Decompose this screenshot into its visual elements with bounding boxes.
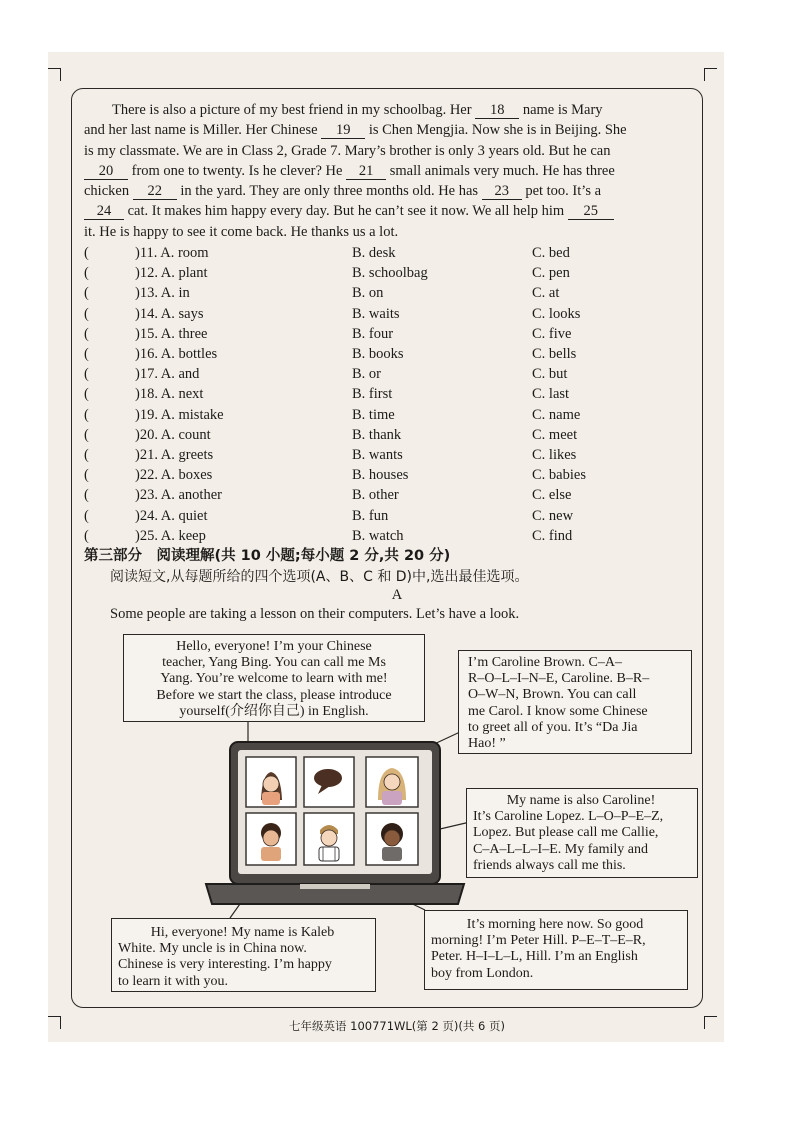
option-c: C. looks xyxy=(532,305,581,322)
option-c: C. last xyxy=(532,386,570,403)
peter-speech-box: It’s morning here now. So good morning! I’m Peter Hill. P–E–T–E–R, Peter. H–I–L–L, Hill. I’m an English boy from London. xyxy=(424,910,688,990)
option-b: B. other xyxy=(352,487,399,504)
answer-blank[interactable]: 18 xyxy=(475,102,519,119)
kaleb-speech-box: Hi, everyone! My name is Kaleb White. My uncle is in China now. Chinese is very interesting. I’m happy to learn it with you. xyxy=(111,918,376,992)
option-c: C. new xyxy=(532,507,574,524)
passage-line: There is also a picture of my best friend in my schoolbag. Her 18 name is Mary xyxy=(112,102,603,118)
option-b: B. thank xyxy=(352,426,402,443)
answer-bracket[interactable]: ( xyxy=(84,406,89,423)
answer-bracket[interactable]: ( xyxy=(84,305,89,322)
answer-bracket[interactable]: ( xyxy=(84,487,89,504)
option-c: C. but xyxy=(532,366,568,383)
passage-label: A xyxy=(391,587,403,603)
answer-blank[interactable]: 23 xyxy=(482,183,522,200)
answer-bracket[interactable]: ( xyxy=(84,285,89,302)
option-a: )21. A. greets xyxy=(135,447,214,463)
answer-blank[interactable]: 20 xyxy=(84,163,128,180)
section-heading: 第三部分 阅读理解(共 10 小题;每小题 2 分,共 20 分) xyxy=(84,548,451,564)
answer-bracket[interactable]: ( xyxy=(84,507,89,524)
option-c: C. babies xyxy=(532,467,586,484)
answer-bracket[interactable]: ( xyxy=(84,366,89,383)
answer-bracket[interactable]: ( xyxy=(84,467,89,484)
option-c: C. meet xyxy=(532,426,578,443)
passage-line: and her last name is Miller. Her Chinese 19 is Chen Mengjia. Now she is in Beijing. She xyxy=(84,122,627,139)
option-a: )19. A. mistake xyxy=(135,406,224,423)
teacher-speech-box: Hello, everyone! I’m your Chinese teacher, Yang Bing. You can call me Ms Yang. You’re welcome to learn with me! Before we start the class, please introduce yourself(介绍你自己) in English. xyxy=(123,634,425,722)
option-a: )18. A. next xyxy=(135,386,204,403)
option-b: B. houses xyxy=(352,467,409,484)
answer-blank[interactable]: 21 xyxy=(346,163,386,180)
passage-line: chicken 22 in the yard. They are only three months old. He has 23 pet too. It’s a xyxy=(84,183,602,200)
option-b: B. watch xyxy=(352,527,404,544)
laptop-trackpad xyxy=(300,884,370,889)
option-b: B. on xyxy=(352,285,384,302)
option-c: C. at xyxy=(532,285,560,302)
caroline-lopez-speech-box: My name is also Caroline! It’s Caroline Lopez. L–O–P–E–Z, Lopez. But please call me Callie, C–A–L–L–I–E. My family and friends always call me this. xyxy=(466,788,698,878)
option-b: B. waits xyxy=(352,305,400,322)
option-a: )25. A. keep xyxy=(135,527,206,544)
option-a: )22. A. boxes xyxy=(135,467,213,484)
caroline-brown-speech-box: I’m Caroline Brown. C–A– R–O–L–I–N–E, Caroline. B–R– O–W–N, Brown. You can call me Carol. I know some Chinese to greet all of you. It’s “Da Jia Hao! ” xyxy=(458,650,692,754)
option-a: )13. A. in xyxy=(135,285,190,302)
option-c: C. bed xyxy=(532,245,570,261)
option-c: C. bells xyxy=(532,346,577,362)
page-footer: 七年级英语 100771WL(第 2 页)(共 6 页) xyxy=(288,1019,506,1033)
answer-blank[interactable]: 25 xyxy=(568,203,614,220)
option-b: B. desk xyxy=(352,245,396,261)
option-b: B. or xyxy=(352,366,381,383)
option-b: B. first xyxy=(352,386,393,403)
answer-bracket[interactable]: ( xyxy=(84,346,89,362)
kaleb-avatar-icon xyxy=(261,823,281,861)
answer-bracket[interactable]: ( xyxy=(84,265,89,282)
option-a: )24. A. quiet xyxy=(135,507,208,524)
option-c: C. find xyxy=(532,527,573,544)
option-c: C. else xyxy=(532,487,572,504)
option-b: B. wants xyxy=(352,447,403,463)
option-c: C. name xyxy=(532,406,581,423)
answer-bracket[interactable]: ( xyxy=(84,426,89,443)
option-a: )20. A. count xyxy=(135,426,211,443)
answer-bracket[interactable]: ( xyxy=(84,447,89,463)
answer-blank[interactable]: 24 xyxy=(84,203,124,220)
passage-line: 20 from one to twenty. Is he clever? He 21 small animals very much. He has three xyxy=(84,161,692,181)
answer-bracket[interactable]: ( xyxy=(84,245,89,261)
passage-intro: Some people are taking a lesson on their computers. Let’s have a look. xyxy=(110,606,520,622)
answer-bracket[interactable]: ( xyxy=(84,386,89,403)
option-b: B. schoolbag xyxy=(352,265,428,282)
answer-bracket[interactable]: ( xyxy=(84,325,89,342)
option-b: B. time xyxy=(352,406,395,423)
option-a: )23. A. another xyxy=(135,487,222,504)
passage-line: is my classmate. We are in Class 2, Grade 7. Mary’s brother is only 3 years old. But he can xyxy=(84,142,611,159)
option-a: )16. A. bottles xyxy=(135,346,218,362)
option-a: )11. A. room xyxy=(135,245,209,261)
option-a: )14. A. says xyxy=(135,305,204,322)
passage-line: 24 cat. It makes him happy every day. But he can’t see it now. We all help him 25 xyxy=(84,201,692,221)
option-b: B. fun xyxy=(352,507,389,524)
option-a: )17. A. and xyxy=(135,366,200,383)
option-c: C. pen xyxy=(532,265,570,282)
answer-blank[interactable]: 19 xyxy=(321,122,365,139)
option-a: )15. A. three xyxy=(135,325,208,342)
option-c: C. five xyxy=(532,325,572,342)
option-a: )12. A. plant xyxy=(135,265,208,282)
option-b: B. books xyxy=(352,346,404,362)
option-c: C. likes xyxy=(532,447,577,463)
answer-bracket[interactable]: ( xyxy=(84,527,89,544)
option-b: B. four xyxy=(352,325,394,342)
section-instruction: 阅读短文,从每题所给的四个选项(A、B、C 和 D)中,选出最佳选项。 xyxy=(110,569,529,585)
passage-line: it. He is happy to see it come back. He thanks us a lot. xyxy=(84,223,399,240)
answer-blank[interactable]: 22 xyxy=(133,183,177,200)
